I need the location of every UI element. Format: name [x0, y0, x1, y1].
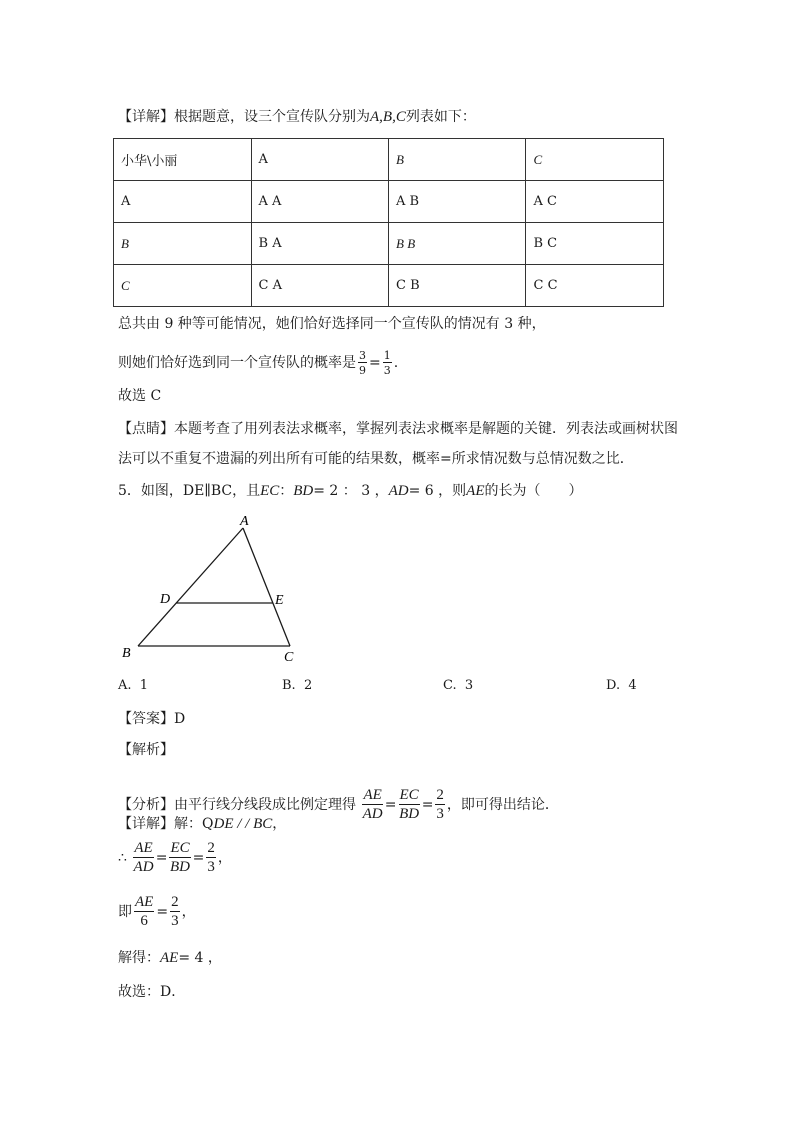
table-cell: B A: [251, 223, 388, 265]
dianjing-text-1: 本题考查了用列表法求概率，掌握列表法求概率是解题的关键．列表法或画树状图: [174, 421, 678, 437]
answer-value: D: [174, 711, 186, 727]
frac-num: AE: [363, 787, 382, 803]
q5-ad-val: = 6 ，则: [408, 483, 467, 499]
detail2-expr: DE / / BC: [213, 816, 273, 832]
q5-ae: AE: [466, 483, 485, 499]
table-cell: A B: [389, 181, 526, 223]
analysis-label: 【解析】: [118, 742, 174, 758]
option-c[interactable]: [443, 678, 473, 693]
option-letter: C.: [443, 678, 457, 693]
fenxi-line: 【分析】由平行线分线段成比例定理得 $\frac{AE}{AD}$ = $\frac{EC}{BD}$ = $\frac{2}{3}$ ，即可得出结论．: [118, 787, 559, 822]
table-cell: C B: [389, 265, 526, 307]
frac-den: 3: [171, 913, 179, 929]
choice-line: 故选 C: [118, 388, 162, 404]
frac-den: BD: [399, 806, 420, 822]
summary-line-1: 总共由 9 种等可能情况，她们恰好选择同一个宣传队的情况有 3 种，: [118, 316, 546, 332]
fraction-ec-bd: [399, 788, 420, 822]
ji-text: 即: [118, 904, 132, 920]
segment-ac: [243, 528, 290, 646]
fraction-2-3: [435, 788, 445, 822]
period: .: [393, 355, 399, 371]
frac-den: 3: [383, 364, 391, 377]
label-b: B: [122, 646, 131, 661]
option-value: 4: [628, 678, 637, 693]
segment-ab: [138, 528, 243, 646]
table-cell: B C: [526, 223, 664, 265]
answer-line: [118, 709, 185, 729]
table-cell: B: [114, 223, 252, 265]
q5-colon: ：: [279, 483, 294, 499]
fraction-ae-6: [134, 895, 154, 929]
detail2-label: 【详解】: [118, 816, 174, 832]
fraction-2-3: [170, 895, 180, 929]
frac-num: AE: [134, 840, 153, 856]
table-cell: B: [389, 139, 526, 181]
option-letter: B.: [282, 678, 296, 693]
dianjing-line-1: [118, 419, 678, 439]
comma: ，: [217, 850, 232, 866]
option-letter: A.: [118, 678, 132, 693]
comma: ，: [181, 904, 196, 920]
table-cell: B B: [389, 223, 526, 265]
frac-den: BD: [170, 859, 191, 875]
table-cell: A C: [526, 181, 664, 223]
q5-ratio: = 2 ： 3 ，: [313, 483, 389, 499]
fraction-ec-bd: [169, 841, 190, 875]
option-value: 3: [464, 678, 474, 693]
table-cell: A A: [251, 181, 388, 223]
detail2-line-2: ∴ $\frac{AE}{AD}$ = $\frac{EC}{BD}$ = $\frac{2}{3}$ ，: [118, 840, 232, 875]
solve-value: = 4 ，: [178, 950, 222, 966]
detail2-line-1: [118, 814, 286, 834]
final-choice: 故选：D．: [118, 984, 186, 1000]
label-c: C: [284, 650, 294, 665]
fenxi-label: 【分析】: [118, 797, 174, 813]
frac-num: AE: [135, 894, 154, 910]
fraction-1-3: [383, 350, 392, 376]
option-value: 1: [139, 678, 149, 693]
label-e: E: [275, 593, 284, 608]
team-vars: A,B,C: [370, 109, 406, 125]
table-row: [114, 265, 664, 307]
fraction-ae-ad: [362, 788, 382, 822]
question-5: [118, 481, 582, 501]
solve-line: [118, 948, 222, 968]
detail-text-a: 根据题意，设三个宣传队分别为: [174, 109, 370, 125]
q5-ad: AD: [388, 483, 409, 499]
option-letter: D.: [606, 678, 621, 693]
triangle-figure: [110, 510, 320, 670]
equals-sign: =: [369, 355, 381, 371]
frac-num: 2: [207, 840, 215, 856]
q5-bd: BD: [293, 483, 314, 499]
solve-ae: AE: [160, 950, 179, 966]
table-cell: C: [114, 265, 252, 307]
fraction-2-3: [206, 841, 216, 875]
fenxi-text-a: 由平行线分线段成比例定理得: [174, 797, 356, 813]
label-a: A: [240, 514, 249, 529]
probability-text: 则她们恰好选到同一个宣传队的概率是: [118, 355, 356, 371]
table-cell: 小华\小丽: [114, 139, 252, 181]
frac-num: EC: [170, 840, 190, 856]
frac-den: 6: [140, 913, 148, 929]
table-row: [114, 181, 664, 223]
frac-den: 3: [436, 806, 444, 822]
table-cell: C A: [251, 265, 388, 307]
summary-line-2: [118, 350, 398, 376]
option-d[interactable]: [606, 678, 637, 693]
dianjing-label: 【点睛】: [118, 421, 174, 437]
dianjing-line-2: 法可以不重复不遗漏的列出所有可能的结果数，概率=所求情况数与总情况数之比．: [118, 451, 634, 467]
table-cell: C C: [526, 265, 664, 307]
option-a[interactable]: [118, 678, 148, 693]
frac-num: 2: [436, 787, 444, 803]
frac-num: 2: [171, 894, 179, 910]
frac-den: 9: [359, 364, 366, 377]
frac-num: EC: [399, 787, 419, 803]
table-cell: A: [114, 181, 252, 223]
solve-label: 解得：: [118, 950, 160, 966]
frac-den: AD: [362, 806, 383, 822]
answer-label: 【答案】: [118, 711, 174, 727]
fraction-3-9: [358, 350, 367, 376]
q5-ec: EC: [260, 483, 280, 499]
detail2-line-3: 即 $\frac{AE}{6}$ = $\frac{2}{3}$ ，: [118, 894, 196, 929]
table-row: [114, 139, 664, 181]
table-row: [114, 223, 664, 265]
frac-den: AD: [133, 859, 154, 875]
q5-suffix: 的长为（ ）: [484, 483, 583, 499]
detail2-text-b: ，: [272, 816, 287, 832]
q5-prefix: 5．如图，DE∥BC，且: [118, 483, 261, 499]
table-cell: C: [526, 139, 664, 181]
therefore-symbol: ∴: [118, 850, 127, 866]
table-cell: A: [251, 139, 388, 181]
detail-label: 【详解】: [118, 109, 174, 125]
fenxi-text-b: ，即可得出结论．: [446, 797, 559, 813]
frac-num: 1: [383, 349, 391, 362]
detail-intro-line: [118, 107, 476, 127]
fraction-ae-ad: [133, 841, 153, 875]
frac-num: 3: [359, 349, 366, 362]
frac-den: 3: [207, 859, 215, 875]
detail2-text-a: 解：Q: [174, 816, 214, 832]
outcome-table: [113, 138, 664, 307]
option-b[interactable]: [282, 678, 312, 693]
detail-text-b: 列表如下：: [405, 109, 476, 125]
label-d: D: [160, 592, 171, 607]
option-value: 2: [303, 678, 313, 693]
